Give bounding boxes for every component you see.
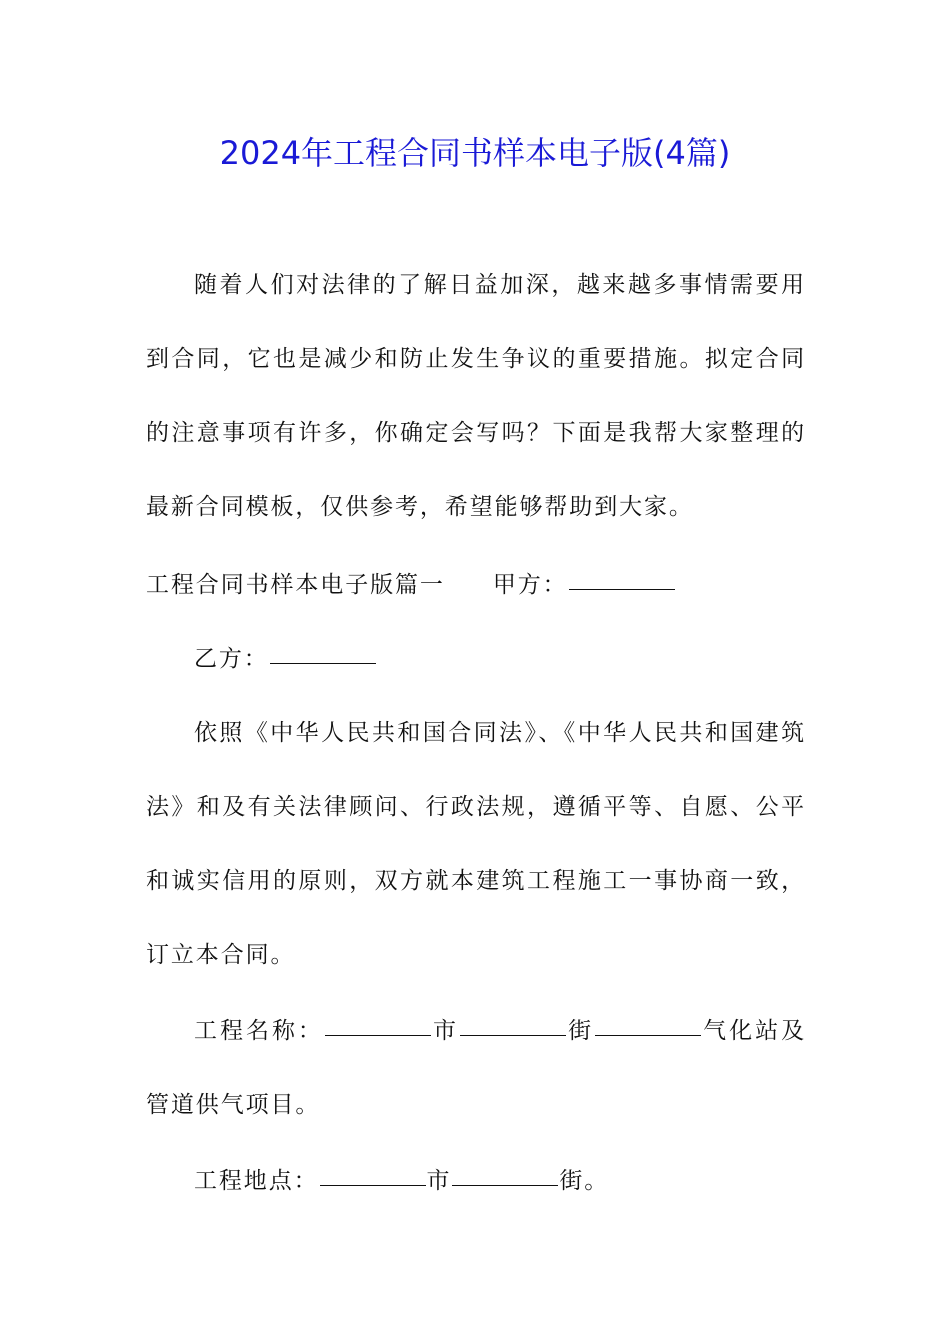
party-a-blank — [569, 588, 675, 590]
project-name-city-blank — [325, 1034, 431, 1036]
project-location-paragraph — [146, 1144, 806, 1218]
party-b-blank — [270, 662, 376, 664]
project-name-paragraph — [146, 994, 806, 1142]
project-location-street-blank — [452, 1184, 558, 1186]
document-title: 2024年工程合同书样本电子版(4篇) — [219, 134, 731, 172]
basis-paragraph: 依照《中华人民共和国合同法》、《中华人民共和国建筑法》和及有关法律顾问、行政法规，遵循平等、自愿、公平和诚实信用的原则，双方就本建筑工程施工一事协商一致，订立本合同。 — [146, 720, 806, 968]
project-location-street: 街。 — [559, 1168, 610, 1194]
project-name-city: 市 — [431, 1018, 459, 1044]
project-name-suffix: 气化站及管道供气项目。 — [146, 1018, 807, 1118]
project-location-label: 工程地点： — [194, 1168, 319, 1194]
section-heading-line — [146, 548, 806, 622]
intro-paragraph: 随着人们对法律的了解日益加深，越来越多事情需要用到合同，它也是减少和防止发生争议的重要措施。拟定合同的注意事项有许多，你确定会写吗？下面是我帮大家整理的最新合同模板，仅供参考，希望能够帮助到大家。 — [146, 272, 806, 520]
project-name-station-blank — [595, 1034, 701, 1036]
project-name-street-blank — [460, 1034, 566, 1036]
section-heading: 工程合同书样本电子版篇一 — [146, 572, 445, 598]
project-name-street: 街 — [567, 1018, 595, 1044]
party-b-label: 乙方： — [194, 646, 269, 672]
project-name-label: 工程名称： — [194, 1018, 324, 1044]
project-location-city: 市 — [426, 1168, 452, 1194]
party-b-line — [146, 622, 806, 696]
party-a-label: 甲方： — [492, 572, 568, 598]
project-location-city-blank — [320, 1184, 426, 1186]
